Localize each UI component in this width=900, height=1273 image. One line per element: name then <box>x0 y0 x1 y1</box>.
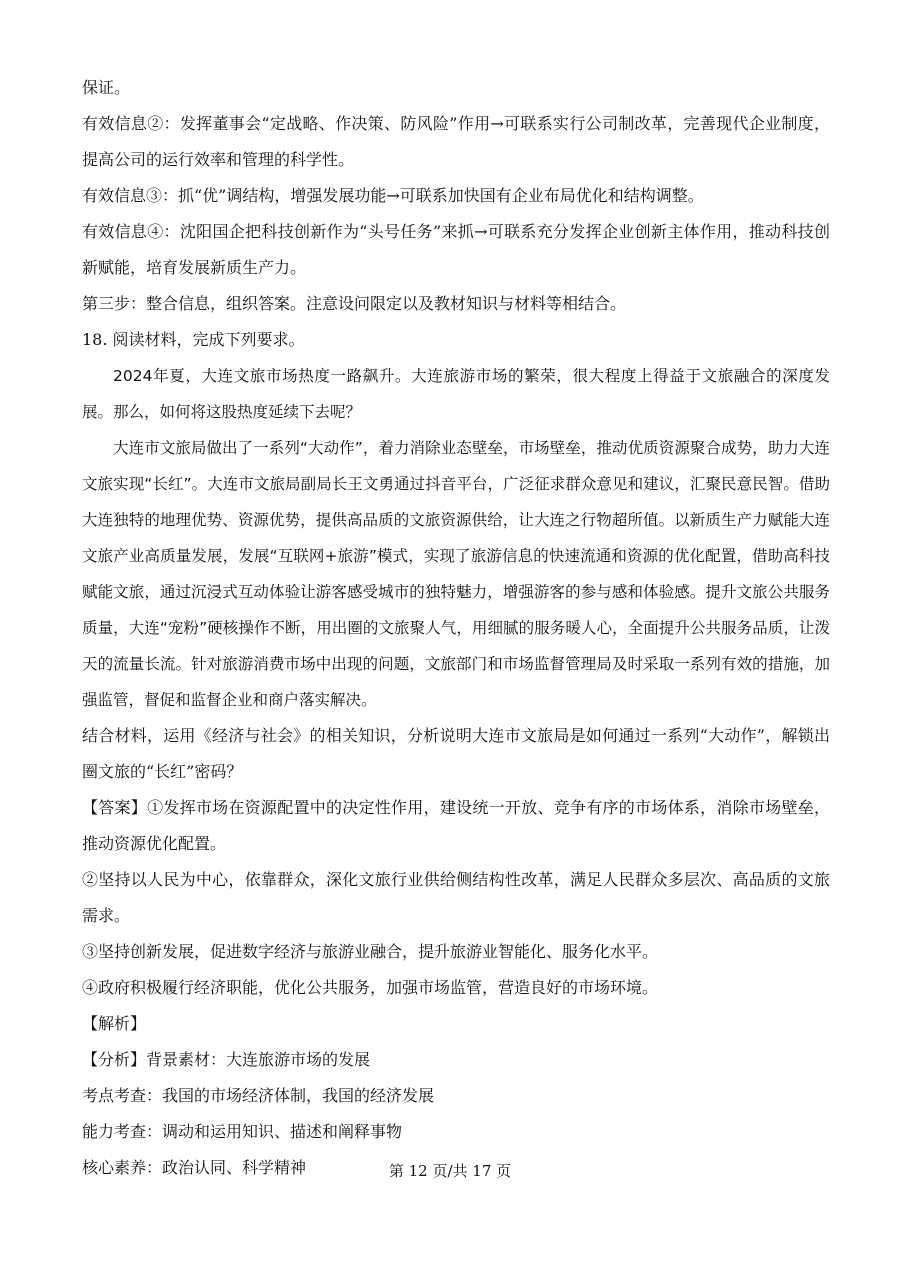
material-paragraph-2: 大连市文旅局做出了一系列“大动作”，着力消除业态壁垒，市场壁垒，推动优质资源聚合成势，助力大连文旅实现“长红”。大连市文旅局副局长王文勇通过抖音平台，广泛征求群众意见和建议，汇聚民意民智。借助大连独特的地理优势、资源优势，提供高品质的文旅资源供给，让大连之行物超所值。以新质生产力赋能大连文旅产业高质量发展，发展“互联网+旅游”模式，实现了旅游信息的快速流通和资源的优化配置，借助高科技赋能文旅，通过沉浸式互动体验让游客感受城市的独特魅力，增强游客的参与感和体验感。提升文旅公共服务质量，大连“宠粉”硬核操作不断，用出圈的文旅聚人气，用细腻的服务暖人心，全面提升公共服务品质，让泼天的流量长流。针对旅游消费市场中出现的问题，文旅部门和市场监督管理局及时采取一系列有效的措施，加强监管，督促和监督企业和商户落实解决。 <box>82 439 830 709</box>
paragraph-info-3: 有效信息③：抓“优”调结构，增强发展功能→可联系加快国有企业布局优化和结构调整。 <box>82 186 704 205</box>
question-18-heading: 18. 阅读材料，完成下列要求。 <box>82 330 305 349</box>
question-prompt: 结合材料，运用《经济与社会》的相关知识，分析说明大连市文旅局是如何通过一系列“大动作”，解锁出圈文旅的“长红”密码？ <box>82 726 830 781</box>
paragraph-info-4: 有效信息④：沈阳国企把科技创新作为“头号任务”来抓→可联系充分发挥企业创新主体作用，推动科技创新赋能，培育发展新质生产力。 <box>82 222 830 277</box>
page-footer: 第 12 页/共 17 页 <box>388 1162 512 1180</box>
analysis-heading: 【解析】 <box>82 1014 147 1033</box>
analysis-ability: 能力考查：调动和运用知识、描述和阐释事物 <box>82 1122 403 1141</box>
paragraph-info-2: 有效信息②：发挥董事会“定战略、作决策、防风险”作用→可联系实行公司制改革，完善现代企业制度，提高公司的运行效率和管理的科学性。 <box>82 114 830 169</box>
paragraph-step-3: 第三步：整合信息，组织答案。注意设问限定以及教材知识与材料等相结合。 <box>82 294 627 313</box>
material-paragraph-1: 2024年夏，大连文旅市场热度一路飙升。大连旅游市场的繁荣，很大程度上得益于文旅融合的深度发展。那么，如何将这股热度延续下去呢？ <box>82 367 830 421</box>
analysis-knowledge-points: 考点考查：我国的市场经济体制，我国的经济发展 <box>82 1086 435 1105</box>
paragraph-continuation: 保证。 <box>82 78 131 97</box>
answer-point-2: ②坚持以人民为中心，依靠群众，深化文旅行业供给侧结构性改革，满足人民群众多层次、高品质的文旅需求。 <box>82 870 830 925</box>
answer-point-1: 【答案】①发挥市场在资源配置中的决定性作用，建设统一开放、竞争有序的市场体系，消除市场壁垒，推动资源优化配置。 <box>82 798 830 853</box>
answer-point-3: ③坚持创新发展，促进数字经济与旅游业融合，提升旅游业智能化、服务化水平。 <box>82 942 659 961</box>
answer-point-4: ④政府积极履行经济职能，优化公共服务，加强市场监管，营造良好的市场环境。 <box>82 978 659 997</box>
document-body <box>82 70 830 1186</box>
analysis-background: 【分析】背景素材：大连旅游市场的发展 <box>82 1050 371 1069</box>
analysis-core-literacy: 核心素养：政治认同、科学精神 <box>82 1158 307 1177</box>
